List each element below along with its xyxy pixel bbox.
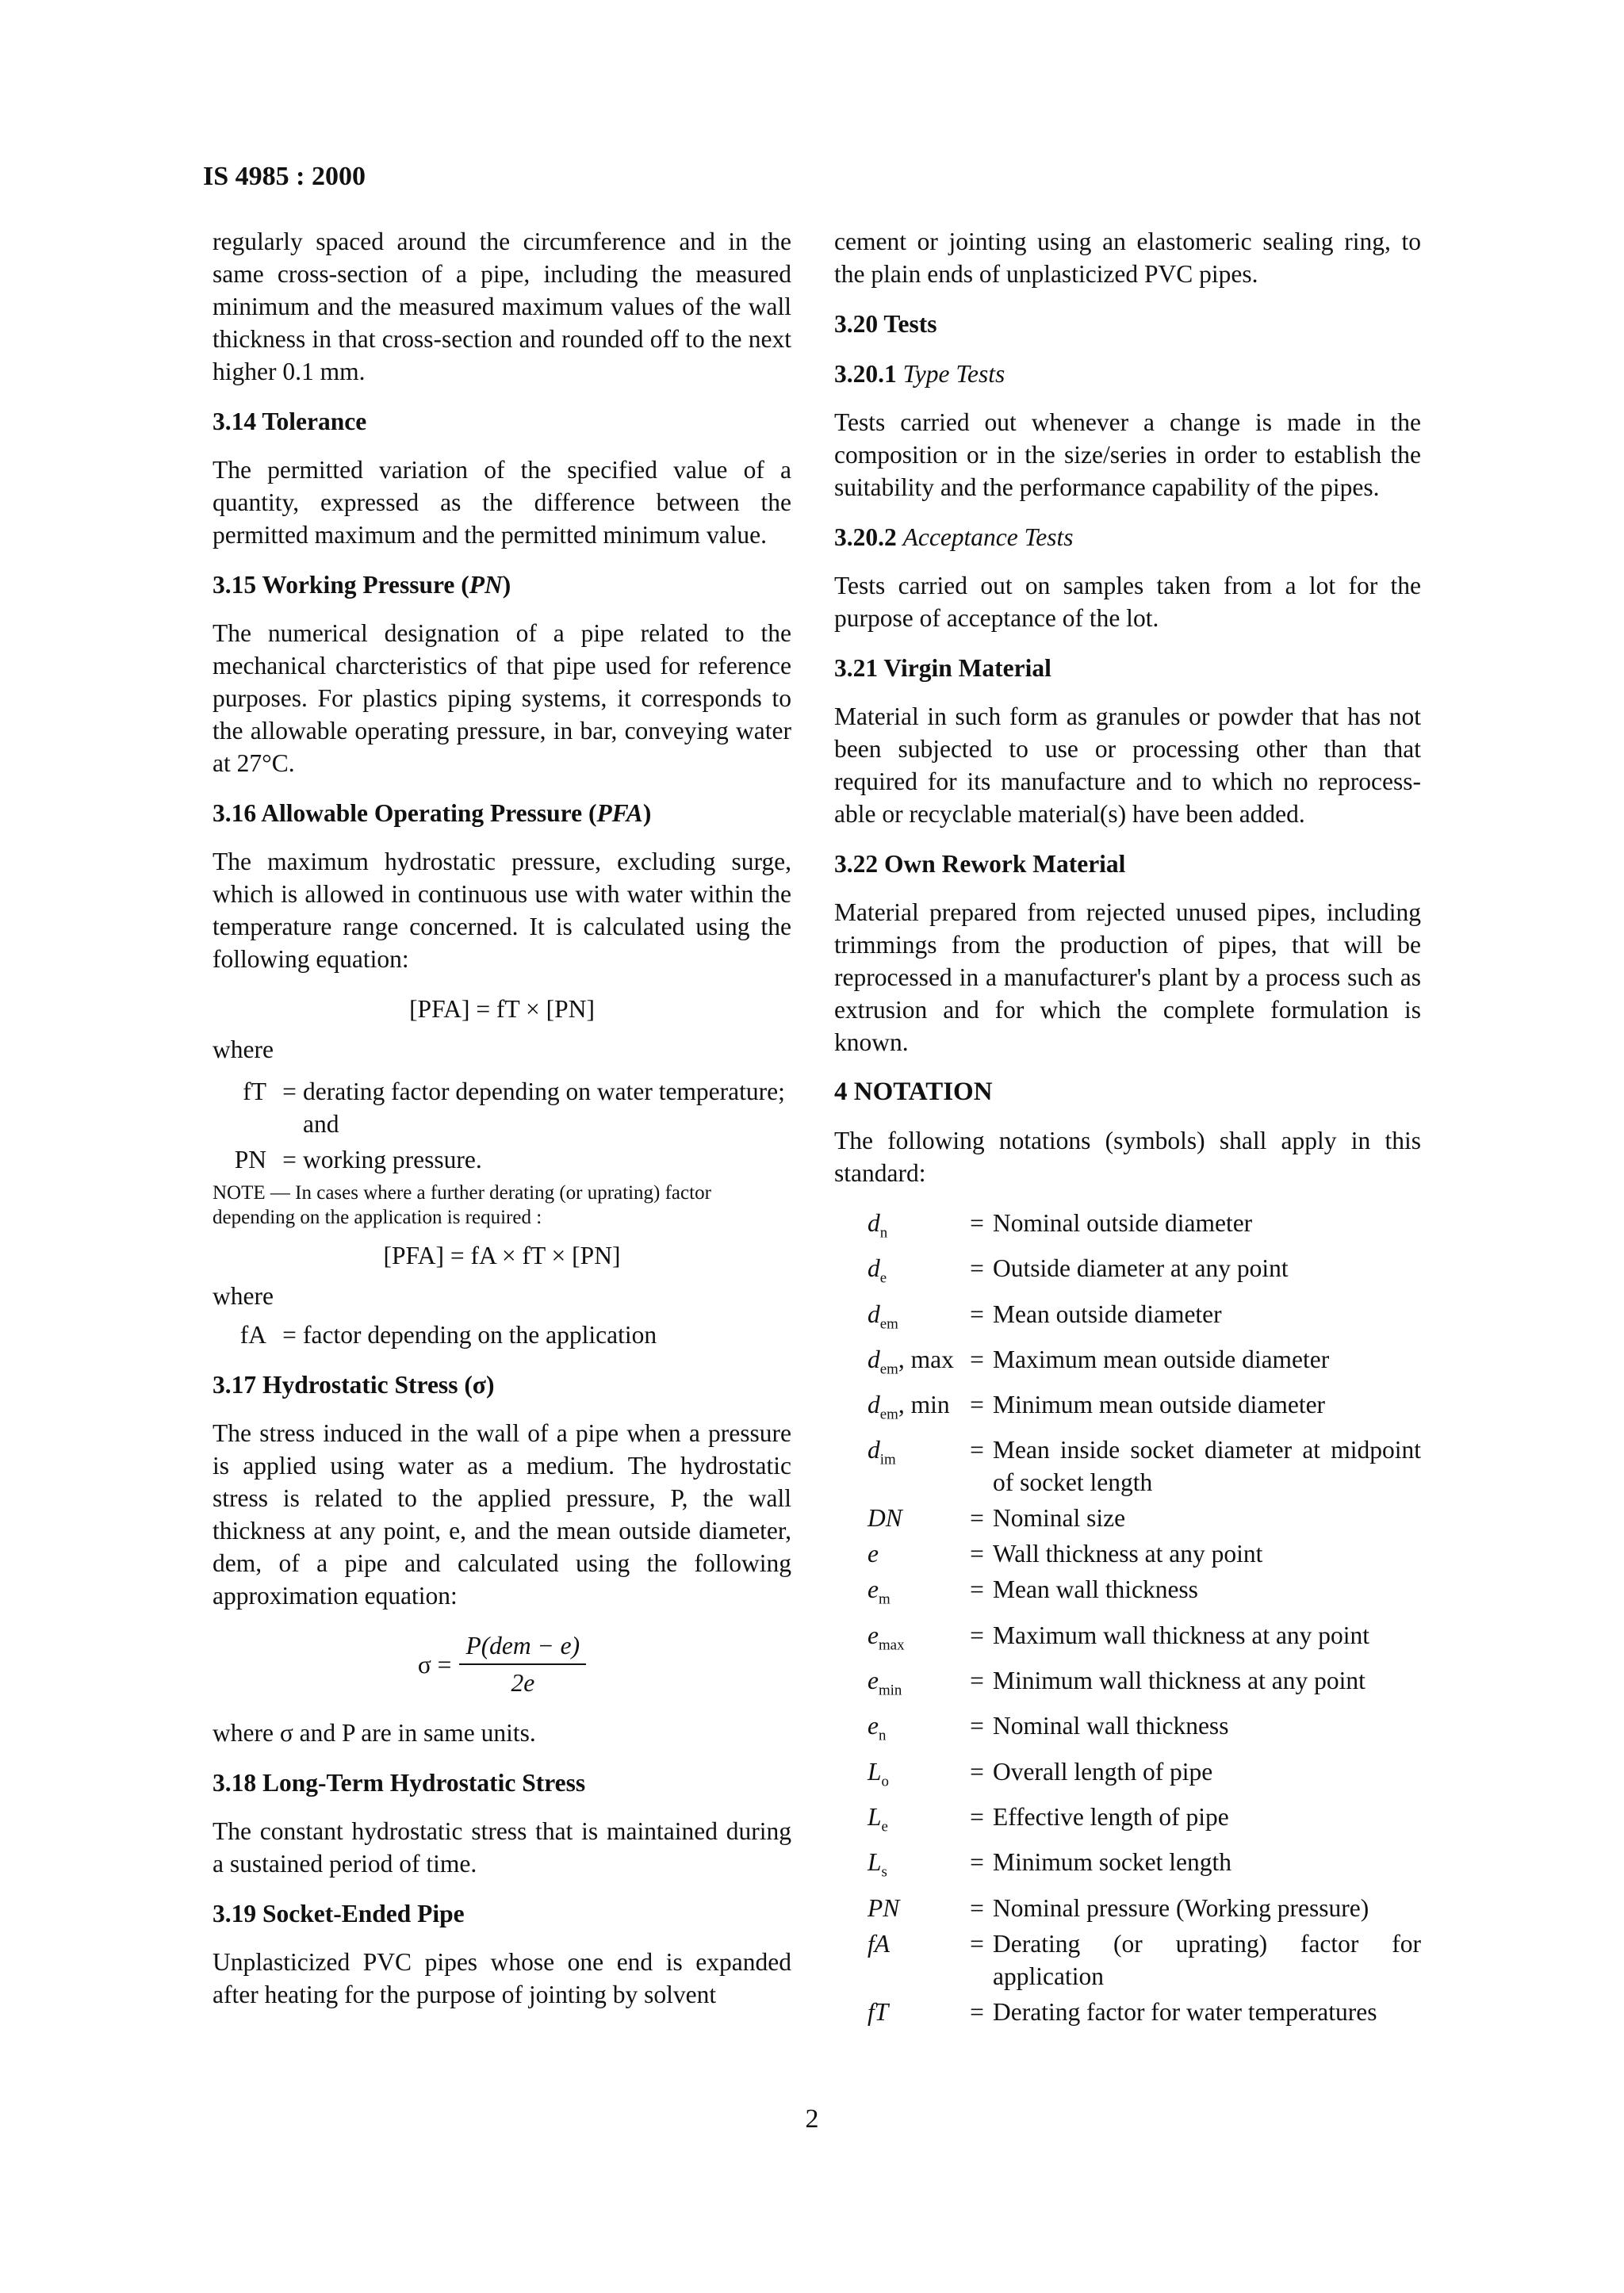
notation-description: Nominal size <box>993 1504 1126 1533</box>
notation-symbol: fT <box>868 1997 889 2026</box>
notation-symbol: $L_s$ <box>868 1848 887 1881</box>
notation-description: Minimum socket length <box>993 1848 1231 1877</box>
section-3-19-body: Unplasticized PVC pipes whose one end is expanded after heating for the purpose of jointing by solvent <box>213 1948 791 2008</box>
notation-equals: = <box>970 1848 984 1877</box>
notation-row <box>834 1801 1421 1843</box>
notation-equals: = <box>970 1712 984 1740</box>
section-3-15-title: 3.15 Working Pressure (PN) <box>213 571 511 599</box>
notation-symbol: PN <box>868 1893 900 1922</box>
definition-equals: = <box>282 1078 297 1105</box>
section-3-16-title: 3.16 Allowable Operating Pressure (PFA) <box>213 799 652 827</box>
pfa-equation-extended: [PFA] = fA × fT × [PN] <box>383 1242 621 1269</box>
definition-fa <box>213 1319 791 1351</box>
section-3-17-after: where σ and P are in same units. <box>213 1719 536 1747</box>
notation-equals: = <box>970 1667 984 1695</box>
notation-description: Effective length of pipe <box>993 1802 1229 1831</box>
paragraph-continuation: regularly spaced around the circumference and in the same cross-section of a pipe, including the measured minimum and the measured maximum values of the wall thickness in that cross-section and rounded off to the next higher 0.1 mm. <box>213 228 791 385</box>
notation-list <box>834 1207 1421 2028</box>
notation-symbol: $e_m$ <box>868 1575 891 1608</box>
notation-row <box>834 1434 1421 1499</box>
notation-symbol: $d_n$ <box>868 1209 888 1242</box>
right-column <box>834 225 1421 2031</box>
section-4-intro: The following notations (symbols) shall apply in this standard: <box>834 1127 1421 1187</box>
notation-equals: = <box>970 1209 984 1237</box>
where-label: where <box>213 1035 274 1063</box>
notation-row <box>834 1537 1421 1570</box>
notation-equals: = <box>970 1575 984 1604</box>
notation-equals: = <box>970 1893 984 1922</box>
notation-row <box>834 1502 1421 1534</box>
equation-definitions <box>213 1075 791 1176</box>
notation-equals: = <box>970 1300 984 1328</box>
notation-description: Nominal wall thickness <box>993 1712 1229 1740</box>
left-column <box>213 225 791 2028</box>
notation-symbol: $d_{im}$ <box>868 1436 896 1468</box>
section-3-21-title: 3.21 Virgin Material <box>834 654 1051 682</box>
document-id: IS 4985 : 2000 <box>203 162 366 191</box>
notation-symbol: $d_{em}$, min <box>868 1391 950 1423</box>
definition-symbol: fA <box>239 1321 266 1349</box>
paragraph-continuation: cement or jointing using an elastomeric sealing ring, to the plain ends of unplasticized PVC pipes. <box>834 228 1421 288</box>
definition-symbol: PN <box>234 1146 266 1173</box>
section-3-14-body: The permitted variation of the specified value of a quantity, expressed as the difference between the permitted maximum and the permitted minimum value. <box>213 456 791 549</box>
notation-row <box>834 1664 1421 1706</box>
equation-numerator: P(dem − e) <box>459 1629 586 1665</box>
notation-symbol: e <box>868 1540 879 1568</box>
notation-symbol: $d_{em}$ <box>868 1300 898 1332</box>
section-3-18-title: 3.18 Long-Term Hydrostatic Stress <box>213 1769 586 1797</box>
notation-row <box>834 1619 1421 1661</box>
note-text: NOTE — In cases where a further derating (or uprating) factor depending on the application is required : <box>213 1182 711 1228</box>
definition-ft <box>213 1075 791 1140</box>
notation-equals: = <box>970 1504 984 1533</box>
notation-description: Mean wall thickness <box>993 1575 1198 1604</box>
notation-description: Mean outside diameter <box>993 1300 1222 1328</box>
notation-description: Minimum wall thickness at any point <box>993 1667 1365 1695</box>
section-3-14-title: 3.14 Tolerance <box>213 408 367 435</box>
notation-description: Wall thickness at any point <box>993 1540 1263 1568</box>
notation-equals: = <box>970 1997 984 2026</box>
notation-row <box>834 1927 1421 1992</box>
notation-row <box>834 1755 1421 1797</box>
equation-denominator: 2e <box>511 1669 535 1697</box>
section-3-16-body: The maximum hydrostatic pressure, excluding surge, which is allowed in continuous use with water within the temperature range concerned. It is calculated using the following equation: <box>213 848 791 973</box>
notation-equals: = <box>970 1391 984 1419</box>
notation-row <box>834 1298 1421 1340</box>
notation-description: Maximum mean outside diameter <box>993 1345 1330 1373</box>
notation-equals: = <box>970 1929 984 1958</box>
section-3-19-title: 3.19 Socket-Ended Pipe <box>213 1900 465 1927</box>
definition-equals: = <box>282 1146 297 1173</box>
notation-equals: = <box>970 1757 984 1786</box>
notation-equals: = <box>970 1621 984 1649</box>
section-3-22-title: 3.22 Own Rework Material <box>834 850 1126 878</box>
definition-text: working pressure. <box>303 1146 482 1173</box>
notation-row <box>834 1892 1421 1924</box>
section-3-20-2-title: 3.20.2 Acceptance Tests <box>834 523 1074 551</box>
notation-symbol: $d_{em}$, max <box>868 1345 954 1378</box>
notation-row <box>834 1343 1421 1385</box>
page-number: 2 <box>805 2104 819 2134</box>
notation-description: Maximum wall thickness at any point <box>993 1621 1370 1649</box>
section-3-20-2-body: Tests carried out on samples taken from a lot for the purpose of acceptance of the lot. <box>834 572 1421 632</box>
notation-symbol: $L_e$ <box>868 1802 888 1836</box>
notation-equals: = <box>970 1436 984 1464</box>
notation-description: Overall length of pipe <box>993 1757 1213 1786</box>
notation-description: Derating (or uprating) factor for application <box>993 1929 1421 1990</box>
notation-symbol: $d_e$ <box>868 1254 887 1287</box>
notation-symbol: $e_{max}$ <box>868 1621 905 1654</box>
section-3-17-body: The stress induced in the wall of a pipe when a pressure is applied using water as a medium. The hydrostatic stress is related to the applied pressure, P, the wall thickness at any point, e, and the mean outside diameter, dem, of a pipe and calculated using the following approximation equation: <box>213 1419 791 1610</box>
notation-row <box>834 1573 1421 1615</box>
section-3-17-title: 3.17 Hydrostatic Stress (σ) <box>213 1371 495 1399</box>
pfa-equation: [PFA] = fT × [PN] <box>409 995 595 1023</box>
notation-symbol: DN <box>868 1504 902 1533</box>
notation-description: Nominal outside diameter <box>993 1209 1253 1237</box>
notation-description: Minimum mean outside diameter <box>993 1391 1326 1419</box>
notation-description: Mean inside socket diameter at midpoint of socket length <box>993 1436 1421 1497</box>
definition-text: derating factor depending on water temperature; and <box>303 1078 785 1138</box>
section-3-22-body: Material prepared from rejected unused pipes, including trimmings from the production of pipes, that will be reprocessed in a manufacturer's plant by a process such as extrusion and for which the complete formulation is known. <box>834 898 1421 1056</box>
notation-equals: = <box>970 1802 984 1831</box>
notation-symbol: $e_n$ <box>868 1712 887 1744</box>
notation-description: Derating factor for water temperatures <box>993 1997 1377 2026</box>
section-3-20-1-title: 3.20.1 Type Tests <box>834 360 1005 388</box>
notation-equals: = <box>970 1254 984 1283</box>
notation-description: Nominal pressure (Working pressure) <box>993 1893 1369 1922</box>
notation-row <box>834 1996 1421 2028</box>
definition-symbol: fT <box>243 1078 266 1105</box>
notation-description: Outside diameter at any point <box>993 1254 1289 1283</box>
notation-symbol: $e_{min}$ <box>868 1667 902 1699</box>
notation-row <box>834 1207 1421 1249</box>
notation-row <box>834 1252 1421 1294</box>
equation-lhs: σ = <box>417 1650 452 1679</box>
where-label: where <box>213 1282 274 1310</box>
notation-row <box>834 1846 1421 1888</box>
section-3-20-1-body: Tests carried out whenever a change is made in the composition or in the size/series in order to establish the suitability and the performance capability of the pipes. <box>834 408 1421 501</box>
notation-symbol: fA <box>868 1929 890 1958</box>
notation-row <box>834 1388 1421 1430</box>
section-3-20-title: 3.20 Tests <box>834 310 937 338</box>
section-3-18-body: The constant hydrostatic stress that is maintained during a sustained period of time. <box>213 1817 791 1878</box>
definition-text: factor depending on the application <box>303 1321 657 1349</box>
section-3-15-body: The numerical designation of a pipe related to the mechanical charcteristics of that pipe used for reference purposes. For plastics piping systems, it corresponds to the allowable operating pressure, in bar, conveying water at 27°C. <box>213 619 791 777</box>
section-3-21-body: Material in such form as granules or powder that has not been subjected to use or processing other than that required for its manufacture and to which no reprocess-able or recyclable material(s) have been added. <box>834 702 1421 828</box>
notation-equals: = <box>970 1345 984 1373</box>
definition-pn <box>213 1143 791 1176</box>
notation-row <box>834 1709 1421 1751</box>
section-4-title: 4 NOTATION <box>834 1078 993 1106</box>
notation-symbol: $L_o$ <box>868 1757 889 1790</box>
hydrostatic-stress-equation <box>213 1629 791 1699</box>
equation-fraction <box>459 1629 586 1699</box>
notation-equals: = <box>970 1540 984 1568</box>
definition-equals: = <box>282 1321 297 1349</box>
